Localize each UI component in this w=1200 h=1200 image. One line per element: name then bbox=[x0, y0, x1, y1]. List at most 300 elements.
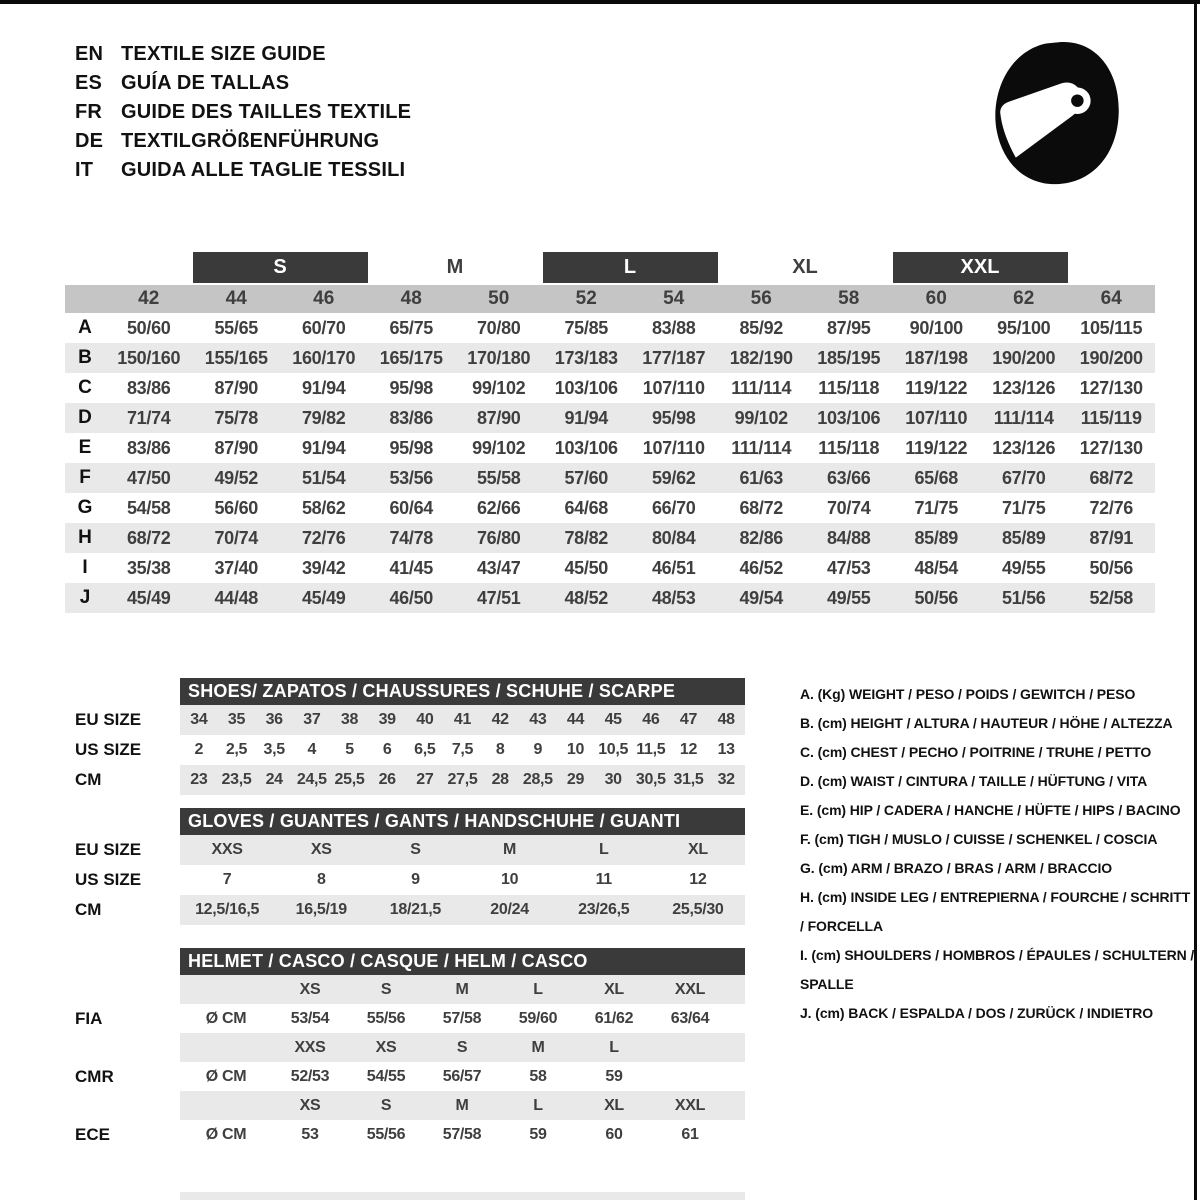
shoe-eu-size: 40 bbox=[416, 711, 434, 728]
glove-cm-size: 25,5/30 bbox=[672, 901, 724, 918]
col-header: 48 bbox=[400, 288, 422, 309]
legend-item-c: C. (cm) CHEST / PECHO / POITRINE / TRUHE / PETTO bbox=[800, 744, 1152, 760]
size-value: 103/106 bbox=[554, 377, 618, 398]
size-value: 71/75 bbox=[914, 497, 959, 518]
shoes-cm-row bbox=[75, 765, 745, 795]
language-row-en bbox=[75, 40, 411, 69]
language-code: IT bbox=[75, 159, 94, 181]
shoes-us-row bbox=[75, 735, 745, 765]
size-value: 60/70 bbox=[301, 317, 346, 338]
size-value: 123/126 bbox=[992, 377, 1056, 398]
shoes-eu-row bbox=[75, 705, 745, 735]
size-value: 65/68 bbox=[914, 467, 959, 488]
size-value: 111/114 bbox=[731, 437, 792, 458]
size-value: 84/88 bbox=[826, 527, 871, 548]
size-value: 91/94 bbox=[301, 437, 346, 458]
shoe-cm-size: 31,5 bbox=[673, 771, 704, 788]
size-value: 95/98 bbox=[389, 377, 434, 398]
helmet-fia-values-row bbox=[75, 1004, 745, 1033]
size-value: 41/45 bbox=[389, 557, 434, 578]
size-value: 105/115 bbox=[1080, 317, 1143, 338]
shoe-us-size: 8 bbox=[495, 741, 505, 758]
helmet-fia-sizes-row bbox=[75, 975, 745, 1004]
shoe-cm-size: 26 bbox=[378, 771, 396, 788]
size-row-G bbox=[65, 493, 1155, 523]
size-row-H bbox=[65, 523, 1155, 553]
size-row-I bbox=[65, 553, 1155, 583]
shoe-us-size: 13 bbox=[717, 741, 735, 758]
size-value: 49/55 bbox=[1001, 557, 1046, 578]
helmet-cmr-sizes-row bbox=[75, 1033, 745, 1062]
shoe-eu-size: 48 bbox=[717, 711, 735, 728]
size-value: 47/53 bbox=[826, 557, 871, 578]
helmet-size: S bbox=[380, 980, 392, 998]
size-value: 99/102 bbox=[472, 377, 526, 398]
size-value: 187/198 bbox=[904, 347, 968, 368]
size-value: 70/74 bbox=[826, 497, 871, 518]
legend-item-h: H. (cm) INSIDE LEG / ENTREPIERNA / FOURCHE / SCHRITT / FORCELLA bbox=[800, 889, 1191, 934]
size-value: 115/118 bbox=[818, 377, 880, 398]
size-value: 177/187 bbox=[642, 347, 706, 368]
language-title: TEXTILGRÖßENFÜHRUNG bbox=[121, 130, 380, 152]
measurement-legend bbox=[800, 680, 1196, 1028]
glove-us-size: 8 bbox=[316, 871, 326, 888]
col-header: 60 bbox=[925, 288, 947, 309]
size-value: 150/160 bbox=[117, 347, 181, 368]
helmet-cm-value: 56/57 bbox=[442, 1067, 482, 1085]
helmet-cm-value: 54/55 bbox=[366, 1067, 406, 1085]
size-value: 68/72 bbox=[1089, 467, 1134, 488]
col-header: 64 bbox=[1100, 288, 1122, 309]
helmet-size: XXL bbox=[674, 980, 706, 998]
size-value: 99/102 bbox=[472, 437, 526, 458]
helmet-cm-value: 59 bbox=[605, 1067, 623, 1085]
row-label: CM bbox=[75, 770, 102, 789]
size-value: 51/54 bbox=[301, 467, 346, 488]
gloves-eu-row bbox=[75, 835, 745, 865]
legend-item-i: I. (cm) SHOULDERS / HOMBROS / ÉPAULES / SCHULTERN / SPALLE bbox=[800, 947, 1195, 992]
size-value: 165/175 bbox=[379, 347, 443, 368]
size-value: 49/55 bbox=[826, 587, 871, 608]
size-value: 190/200 bbox=[1079, 347, 1143, 368]
glove-cm-size: 16,5/19 bbox=[295, 901, 347, 918]
size-value: 48/53 bbox=[651, 587, 696, 608]
glove-eu-size: XXS bbox=[211, 841, 243, 858]
helmet-cm-value: 53/54 bbox=[290, 1009, 330, 1027]
size-row-E bbox=[65, 433, 1155, 463]
size-value: 62/66 bbox=[476, 497, 521, 518]
size-value: 90/100 bbox=[909, 317, 963, 338]
size-value: 35/38 bbox=[126, 557, 171, 578]
row-label: EU SIZE bbox=[75, 840, 142, 859]
col-header: 62 bbox=[1013, 288, 1035, 309]
shoe-cm-size: 28,5 bbox=[522, 771, 553, 788]
size-value: 91/94 bbox=[564, 407, 609, 428]
row-label: H bbox=[78, 527, 92, 548]
size-value: 47/50 bbox=[126, 467, 171, 488]
glove-eu-size: S bbox=[410, 841, 421, 858]
size-value: 87/90 bbox=[476, 407, 521, 428]
size-value: 45/49 bbox=[126, 587, 171, 608]
glove-us-size: 11 bbox=[595, 871, 612, 888]
row-label: CMR bbox=[75, 1066, 114, 1086]
size-group-l: L bbox=[543, 252, 718, 283]
row-label: E bbox=[78, 437, 92, 458]
gloves-table-title: GLOVES / GUANTES / GANTS / HANDSCHUHE / GUANTI bbox=[180, 808, 745, 835]
size-value: 173/183 bbox=[554, 347, 618, 368]
size-value: 160/170 bbox=[292, 347, 356, 368]
size-value: 83/86 bbox=[389, 407, 434, 428]
bottom-cutoff-stripe bbox=[180, 1192, 745, 1200]
shoe-cm-size: 23,5 bbox=[221, 771, 252, 788]
helmet-size: XS bbox=[299, 1096, 321, 1114]
helmet-size: M bbox=[531, 1038, 545, 1056]
size-group-s: S bbox=[193, 252, 368, 283]
helmet-size: XL bbox=[604, 1096, 624, 1114]
size-value: 65/75 bbox=[389, 317, 434, 338]
helmet-cm-value: 59/60 bbox=[518, 1009, 558, 1027]
size-value: 123/126 bbox=[992, 437, 1056, 458]
size-value: 39/42 bbox=[301, 557, 346, 578]
unit-label: Ø CM bbox=[205, 1009, 247, 1027]
shoe-us-size: 2 bbox=[194, 741, 204, 758]
helmet-cm-value: 58 bbox=[529, 1067, 547, 1085]
shoe-us-size: 3,5 bbox=[263, 741, 285, 758]
helmet-size: XXS bbox=[294, 1038, 326, 1056]
size-value: 103/106 bbox=[817, 407, 881, 428]
language-title: GUÍA DE TALLAS bbox=[121, 72, 290, 94]
glove-cm-size: 23/26,5 bbox=[578, 901, 630, 918]
shoe-us-size: 4 bbox=[307, 741, 317, 758]
size-value: 155/165 bbox=[204, 347, 268, 368]
size-value: 54/58 bbox=[126, 497, 171, 518]
shoe-eu-size: 47 bbox=[679, 711, 698, 728]
size-value: 82/86 bbox=[739, 527, 784, 548]
helmet-size: L bbox=[533, 980, 543, 998]
glove-us-size: 10 bbox=[500, 871, 519, 888]
size-value: 185/195 bbox=[817, 347, 881, 368]
row-label: US SIZE bbox=[75, 740, 142, 759]
size-value: 87/90 bbox=[214, 377, 259, 398]
size-value: 43/47 bbox=[476, 557, 521, 578]
legend-item-e: E. (cm) HIP / CADERA / HANCHE / HÜFTE / HIPS / BACINO bbox=[800, 802, 1181, 818]
shoe-cm-size: 27 bbox=[416, 771, 434, 788]
size-value: 111/114 bbox=[993, 407, 1054, 428]
language-code: EN bbox=[75, 43, 104, 65]
glove-eu-size: L bbox=[599, 841, 609, 858]
shoes-table bbox=[75, 678, 745, 795]
size-value: 49/54 bbox=[739, 587, 784, 608]
textile-size-table bbox=[65, 252, 1155, 613]
shoe-us-size: 6 bbox=[382, 741, 392, 758]
col-header: 46 bbox=[313, 288, 335, 309]
size-value: 127/130 bbox=[1079, 437, 1143, 458]
shoe-eu-size: 43 bbox=[529, 711, 547, 728]
shoe-us-size: 5 bbox=[345, 741, 354, 758]
shoe-us-size: 10 bbox=[566, 741, 585, 758]
language-code: DE bbox=[75, 130, 104, 152]
size-value: 51/56 bbox=[1001, 587, 1046, 608]
row-label: ECE bbox=[75, 1124, 110, 1144]
language-code: FR bbox=[75, 101, 103, 123]
row-label: EU SIZE bbox=[75, 710, 142, 729]
glove-us-size: 7 bbox=[222, 871, 232, 888]
size-value: 95/98 bbox=[651, 407, 696, 428]
helmet-ece-sizes-row bbox=[75, 1091, 745, 1120]
size-number-header-row bbox=[65, 285, 1155, 313]
size-value: 44/48 bbox=[214, 587, 259, 608]
size-row-B bbox=[65, 343, 1155, 373]
size-row-F bbox=[65, 463, 1155, 493]
size-group-xl: XL bbox=[792, 256, 818, 278]
size-value: 91/94 bbox=[301, 377, 346, 398]
language-title: GUIDA ALLE TAGLIE TESSILI bbox=[121, 159, 406, 181]
language-row-fr bbox=[75, 98, 411, 127]
col-header: 52 bbox=[575, 288, 597, 309]
legend-item-f: F. (cm) TIGH / MUSLO / CUISSE / SCHENKEL / COSCIA bbox=[800, 831, 1158, 847]
size-value: 79/82 bbox=[301, 407, 346, 428]
shoe-cm-size: 32 bbox=[717, 771, 735, 788]
helmet-size: L bbox=[533, 1096, 543, 1114]
col-header: 42 bbox=[138, 288, 160, 309]
glove-us-size: 12 bbox=[689, 871, 707, 888]
shoe-cm-size: 30 bbox=[604, 771, 622, 788]
helmet-cmr-values-row bbox=[75, 1062, 745, 1091]
size-value: 70/74 bbox=[214, 527, 259, 548]
size-value: 87/90 bbox=[214, 437, 259, 458]
helmet-size: M bbox=[455, 1096, 469, 1114]
row-label: US SIZE bbox=[75, 870, 142, 889]
size-value: 71/75 bbox=[1001, 497, 1046, 518]
col-header: 44 bbox=[225, 288, 247, 309]
unit-label: Ø CM bbox=[205, 1125, 247, 1143]
size-value: 47/51 bbox=[476, 587, 521, 608]
helmet-cm-value: 61 bbox=[681, 1125, 699, 1143]
size-value: 52/58 bbox=[1089, 587, 1134, 608]
shoe-eu-size: 42 bbox=[491, 711, 509, 728]
shoe-us-size: 6,5 bbox=[414, 741, 436, 758]
language-row-es bbox=[75, 69, 411, 98]
size-value: 45/49 bbox=[301, 587, 346, 608]
size-value: 75/78 bbox=[214, 407, 259, 428]
shoe-eu-size: 46 bbox=[642, 711, 660, 728]
helmet-ece-values-row bbox=[75, 1120, 745, 1149]
size-group-xxl: XXL bbox=[893, 252, 1068, 283]
size-value: 95/100 bbox=[997, 317, 1051, 338]
size-value: 85/89 bbox=[1001, 527, 1046, 548]
helmet-cm-value: 60 bbox=[605, 1125, 623, 1143]
helmet-size: S bbox=[456, 1038, 468, 1056]
shoe-eu-size: 36 bbox=[265, 711, 283, 728]
helmet-cm-value: 57/58 bbox=[442, 1009, 482, 1027]
shoe-cm-size: 24,5 bbox=[296, 771, 327, 788]
size-value: 48/54 bbox=[914, 557, 959, 578]
row-label: FIA bbox=[75, 1008, 103, 1028]
helmet-size: S bbox=[380, 1096, 392, 1114]
shoes-table-title: SHOES/ ZAPATOS / CHAUSSURES / SCHUHE / SCARPE bbox=[180, 678, 745, 705]
helmet-table bbox=[75, 948, 745, 1149]
size-value: 46/52 bbox=[739, 557, 784, 578]
row-label: B bbox=[78, 347, 92, 368]
size-value: 66/70 bbox=[651, 497, 696, 518]
legend-item-a: A. (Kg) WEIGHT / PESO / POIDS / GEWITCH / PESO bbox=[800, 686, 1136, 702]
shoe-cm-size: 29 bbox=[566, 771, 585, 788]
legend-item-j: J. (cm) BACK / ESPALDA / DOS / ZURÜCK / INDIETRO bbox=[800, 1005, 1154, 1021]
size-value: 87/95 bbox=[826, 317, 871, 338]
row-label: J bbox=[79, 587, 91, 608]
row-label: A bbox=[78, 317, 92, 338]
helmet-size: XS bbox=[299, 980, 321, 998]
glove-eu-size: XS bbox=[310, 841, 332, 858]
size-value: 99/102 bbox=[734, 407, 788, 428]
legend-item-d: D. (cm) WAIST / CINTURA / TAILLE / HÜFTUNG / VITA bbox=[800, 773, 1148, 789]
shoe-eu-size: 37 bbox=[303, 711, 321, 728]
helmet-cm-value: 57/58 bbox=[442, 1125, 482, 1143]
size-group-m: M bbox=[446, 256, 464, 278]
size-value: 75/85 bbox=[564, 317, 609, 338]
size-value: 182/190 bbox=[729, 347, 793, 368]
col-header: 56 bbox=[750, 288, 772, 309]
shoe-eu-size: 45 bbox=[604, 711, 622, 728]
size-value: 49/52 bbox=[214, 467, 259, 488]
helmet-cm-value: 55/56 bbox=[366, 1125, 406, 1143]
size-value: 57/60 bbox=[564, 467, 609, 488]
row-label: CM bbox=[75, 900, 102, 919]
shoe-us-size: 10,5 bbox=[598, 741, 629, 758]
size-value: 64/68 bbox=[564, 497, 609, 518]
size-value: 55/58 bbox=[476, 467, 521, 488]
size-value: 103/106 bbox=[554, 437, 618, 458]
gloves-us-row bbox=[75, 865, 745, 895]
glove-us-size: 9 bbox=[411, 871, 420, 888]
helmet-size: L bbox=[609, 1038, 619, 1056]
top-border-line bbox=[0, 0, 1200, 4]
size-value: 50/60 bbox=[126, 317, 171, 338]
size-value: 48/52 bbox=[564, 587, 609, 608]
shoe-us-size: 7,5 bbox=[451, 741, 474, 758]
shoe-us-size: 12 bbox=[679, 741, 698, 758]
shoe-eu-size: 34 bbox=[190, 711, 208, 728]
size-value: 60/64 bbox=[389, 497, 434, 518]
size-value: 190/200 bbox=[992, 347, 1056, 368]
row-label: I bbox=[82, 557, 88, 578]
shoe-cm-size: 25,5 bbox=[334, 771, 365, 788]
size-value: 45/50 bbox=[564, 557, 609, 578]
size-value: 56/60 bbox=[214, 497, 259, 518]
size-value: 58/62 bbox=[301, 497, 346, 518]
helmet-table-title: HELMET / CASCO / CASQUE / HELM / CASCO bbox=[180, 948, 745, 975]
shoe-cm-size: 30,5 bbox=[635, 771, 666, 788]
size-row-J bbox=[65, 583, 1155, 613]
racing-helmet-icon bbox=[982, 36, 1140, 193]
shoe-eu-size: 41 bbox=[453, 711, 472, 728]
size-value: 119/122 bbox=[905, 377, 968, 398]
size-value: 95/98 bbox=[389, 437, 434, 458]
helmet-cm-value: 55/56 bbox=[366, 1009, 406, 1027]
shoe-cm-size: 28 bbox=[491, 771, 509, 788]
size-row-D bbox=[65, 403, 1155, 433]
gloves-cm-row bbox=[75, 895, 745, 925]
row-label: G bbox=[77, 497, 93, 518]
size-value: 74/78 bbox=[389, 527, 434, 548]
size-value: 37/40 bbox=[214, 557, 259, 578]
row-label bbox=[75, 1091, 180, 1120]
shoe-cm-size: 23 bbox=[190, 771, 208, 788]
helmet-size: M bbox=[455, 980, 469, 998]
helmet-size: XL bbox=[604, 980, 624, 998]
shoe-eu-size: 44 bbox=[566, 711, 585, 728]
size-value: 83/88 bbox=[651, 317, 696, 338]
size-value: 53/56 bbox=[389, 467, 434, 488]
size-value: 72/76 bbox=[301, 527, 346, 548]
size-value: 50/56 bbox=[1089, 557, 1134, 578]
helmet-cm-value: 52/53 bbox=[290, 1067, 330, 1085]
language-row-de bbox=[75, 127, 411, 156]
size-value: 119/122 bbox=[905, 437, 968, 458]
helmet-cm-value: 53 bbox=[301, 1125, 319, 1143]
shoe-cm-size: 24 bbox=[265, 771, 283, 788]
shoe-eu-size: 38 bbox=[340, 711, 359, 728]
size-value: 107/110 bbox=[642, 377, 705, 398]
size-value: 83/86 bbox=[126, 437, 171, 458]
size-value: 111/114 bbox=[731, 377, 792, 398]
size-value: 78/82 bbox=[564, 527, 609, 548]
size-value: 76/80 bbox=[476, 527, 521, 548]
helmet-size: XS bbox=[375, 1038, 397, 1056]
size-value: 83/86 bbox=[126, 377, 171, 398]
size-value: 71/74 bbox=[126, 407, 171, 428]
size-row-C bbox=[65, 373, 1155, 403]
size-value: 80/84 bbox=[651, 527, 696, 548]
glove-cm-size: 20/24 bbox=[490, 901, 529, 918]
unit-label: Ø CM bbox=[205, 1067, 247, 1085]
glove-cm-size: 12,5/16,5 bbox=[195, 901, 260, 918]
row-label bbox=[75, 975, 180, 1004]
helmet-size: XXL bbox=[674, 1096, 706, 1114]
language-row-it bbox=[75, 156, 411, 185]
size-value: 59/62 bbox=[651, 467, 696, 488]
language-title-block bbox=[75, 40, 411, 185]
size-value: 61/63 bbox=[739, 467, 784, 488]
size-value: 67/70 bbox=[1001, 467, 1046, 488]
size-value: 115/119 bbox=[1080, 407, 1142, 428]
language-title: TEXTILE SIZE GUIDE bbox=[121, 43, 326, 65]
size-value: 107/110 bbox=[642, 437, 705, 458]
helmet-cm-value: 63/64 bbox=[670, 1009, 710, 1027]
size-value: 115/118 bbox=[818, 437, 880, 458]
row-label: C bbox=[78, 377, 92, 398]
glove-eu-size: M bbox=[503, 841, 517, 858]
size-value: 72/76 bbox=[1089, 497, 1134, 518]
col-header: 58 bbox=[838, 288, 860, 309]
size-value: 70/80 bbox=[476, 317, 521, 338]
size-value: 63/66 bbox=[826, 467, 871, 488]
size-value: 87/91 bbox=[1089, 527, 1134, 548]
legend-item-b: B. (cm) HEIGHT / ALTURA / HAUTEUR / HÖHE / ALTEZZA bbox=[800, 715, 1173, 731]
legend-item-g: G. (cm) ARM / BRAZO / BRAS / ARM / BRACCIO bbox=[800, 860, 1113, 876]
shoe-us-size: 9 bbox=[533, 741, 543, 758]
row-label: D bbox=[78, 407, 92, 428]
size-value: 85/89 bbox=[914, 527, 959, 548]
shoe-us-size: 11,5 bbox=[636, 741, 666, 758]
size-value: 68/72 bbox=[739, 497, 784, 518]
size-row-A bbox=[65, 313, 1155, 343]
size-value: 107/110 bbox=[905, 407, 968, 428]
shoe-eu-size: 39 bbox=[378, 711, 396, 728]
shoe-us-size: 2,5 bbox=[225, 741, 248, 758]
size-value: 68/72 bbox=[126, 527, 171, 548]
size-value: 85/92 bbox=[739, 317, 784, 338]
